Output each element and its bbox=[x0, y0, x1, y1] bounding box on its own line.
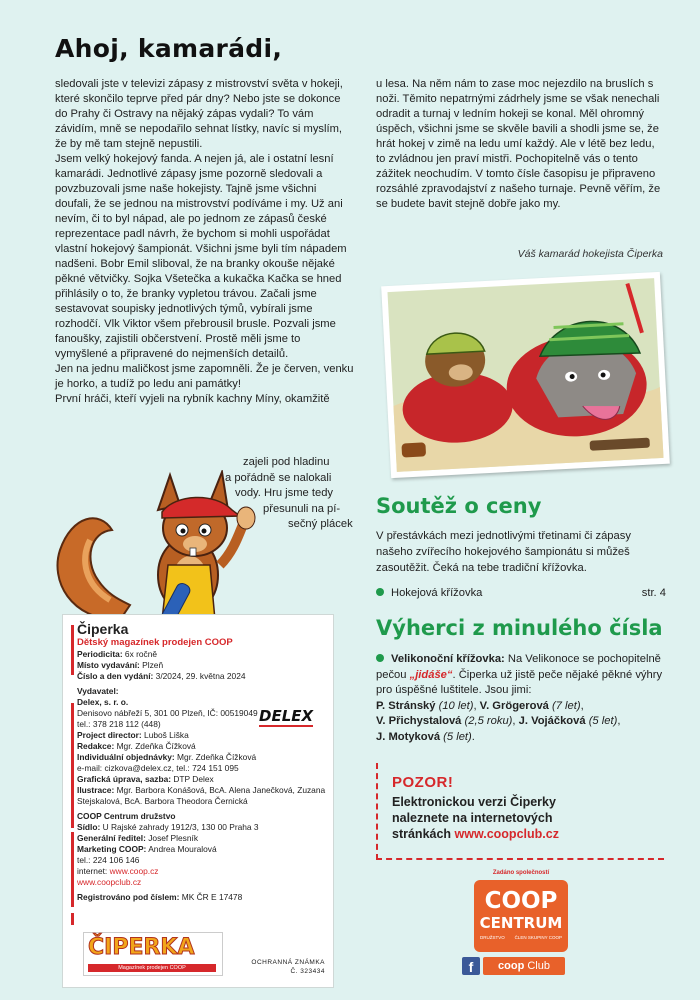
winners-text-part: Na Velikonoce se pochopitelně pečou bbox=[376, 653, 661, 681]
ciperka-logo-text: ČIPERKA bbox=[88, 935, 195, 960]
narrow-line: vody. Hru jsme tedy bbox=[235, 487, 334, 499]
coop-club-b: Club bbox=[527, 960, 550, 972]
notice-title: POZOR! bbox=[392, 774, 454, 791]
imprint-label: Periodicita: bbox=[77, 649, 123, 659]
trademark-line: OCHRANNÁ ZNÁMKA bbox=[251, 959, 325, 966]
imprint-value: 6x ročně bbox=[122, 649, 158, 659]
imprint-value: Delex, s. r. o. bbox=[77, 697, 129, 707]
coop-logo-text: COOP bbox=[484, 888, 558, 914]
imprint-label: Redakce: bbox=[77, 741, 115, 751]
imprint-value: Denisovo nábřeží 5, 301 00 Plzeň, IČ: 00519049 bbox=[77, 708, 258, 718]
winners-list: P. Stránský (10 let), V. Grögerová (7 let), V. Přichystalová (2,5 roku), J. Vojáčková (5 let), J. Motyková (5 let). bbox=[376, 699, 621, 743]
winner-age: (5 let) bbox=[588, 715, 618, 727]
imprint-value: U Rajské zahrady 1912/3, 130 00 Praha 3 bbox=[100, 822, 259, 832]
hockey-illustration bbox=[381, 272, 670, 478]
paragraph: u lesa. Na něm nám to zase moc nejezdilo na bruslích s noži. Těmito nepatrnými zádrhely jsme se však nenechali odradit a turnaj v ledním hokeji se konal. Měl ohromný úspěch, všichni jsme se skvěle bavili a shodli jsme se, že hrát hokej v zimě na ledu umí každý. Ale v létě bez ledu, to zvládnou jen praví mistři. Pochopitelně vás o tento zážitek neochudím. V tomto čísle časopisu je připraveno rozsáhlé zpravodajství z našeho turnaje. Pevně věřím, že se budete bavit stejně dobře jako my. bbox=[376, 78, 661, 210]
red-rule bbox=[71, 832, 74, 907]
coop-centrum-logo bbox=[474, 880, 568, 952]
narrow-line: přesunuli na pí- bbox=[263, 502, 341, 515]
bullet-icon bbox=[376, 588, 384, 596]
narrow-line: sečný plácek bbox=[288, 518, 353, 530]
imprint-label: COOP Centrum družstvo bbox=[77, 811, 176, 821]
winner-age: (5 let) bbox=[443, 730, 472, 743]
paragraph: Jsem velký hokejový fanda. A nejen já, ale i ostatní lesní kamarádi. Jednotlivé zápasy jsme pozorně sledovali a povzbuzovali jsme naše hokejisty. Tajně jsme všichni doufali, že se jednou na mistrovství podíváme i my. Už ani nevím, či to byl nápad, ale po jednom ze zápasů české reprezentace padl návrh, že bychom si mohli uspořádat vlastní hokejový šampionát. Všichni jsme byli tím nápadem nadšeni. Bobr Emil sliboval, že na branky okouše nějaké pěkné větvičky. Sojka Všetečka a kukačka Kačka se hned přihlásily o to, že branky vypletou trávou. Začali jsme sestavovat soupisky jednotlivých týmů, vybírali jsme rozhodčí. Vlk Viktor všem přebrousil brusle. Pozvali jsme fanoušky, zajistili občerstvení. Prostě měli jsme to vymyšlené a připravené do nejmenších detailů. bbox=[55, 153, 347, 360]
contest-item-label: Hokejová křížovka bbox=[391, 587, 483, 599]
imprint-value: Mgr. Zdeňka Čížková bbox=[114, 741, 196, 751]
imprint-value: 3/2024, 29. května 2024 bbox=[153, 671, 246, 681]
imprint-value: tel.: 378 218 112 (448) bbox=[77, 719, 161, 729]
winner-name: P. Stránský bbox=[376, 699, 436, 712]
imprint-label: Číslo a den vydání: bbox=[77, 671, 154, 681]
winner-name: V. Přichystalová bbox=[376, 715, 462, 727]
imprint-value: DTP Delex bbox=[171, 774, 214, 784]
paragraph: Jen na jednu maličkost jsme zapomněli. Že je červen, venku je horko, a tudíž po ledu ani památky! bbox=[55, 363, 354, 390]
imprint-link[interactable]: www.coop.cz bbox=[109, 866, 159, 876]
paragraph: První hráči, kteří vyjeli na rybník kachny Míny, okamžitě bbox=[55, 393, 330, 405]
trademark-line: Č. 323434 bbox=[290, 968, 325, 975]
narrow-line: zajeli pod hladinu bbox=[243, 456, 330, 468]
imprint-value: Plzeň bbox=[139, 660, 164, 670]
winners-heading: Výherci z minulého čísla bbox=[376, 616, 663, 640]
imprint-value: Andrea Mouralová bbox=[146, 844, 217, 854]
imprint-text bbox=[77, 615, 327, 903]
winner-age: (7 let) bbox=[552, 699, 581, 712]
contest-item bbox=[376, 585, 666, 601]
coop-logo-text: CENTRUM bbox=[479, 914, 563, 932]
coop-club-logo[interactable] bbox=[483, 957, 565, 975]
red-rule bbox=[71, 625, 74, 675]
coop-logo-small: ČLEN SKUPINY COOP bbox=[514, 935, 562, 940]
imprint-value: Mgr. Zdeňka Čížková bbox=[174, 752, 257, 762]
notice-line: Elektronickou verzi Čiperky bbox=[392, 795, 556, 809]
imprint-subtitle: Dětský magazínek prodejen COOP bbox=[77, 637, 233, 648]
trademark bbox=[251, 958, 325, 976]
winners-label: Velikonoční křížovka: bbox=[391, 653, 505, 665]
coop-label: Zadáno společností bbox=[492, 870, 550, 876]
imprint-label: Generální ředitel: bbox=[77, 833, 146, 843]
imprint-name: Čiperka bbox=[77, 621, 129, 637]
squirrel-illustration bbox=[50, 470, 260, 630]
notice-line: stránkách bbox=[392, 827, 455, 841]
imprint-value: e-mail: cizkova@delex.cz, tel.: 724 151 095 bbox=[77, 763, 239, 773]
imprint-label: Místo vydavání: bbox=[77, 660, 140, 670]
letter-left-column bbox=[55, 77, 355, 407]
ciperka-logo bbox=[83, 932, 223, 976]
facebook-icon[interactable]: f bbox=[462, 957, 480, 975]
imprint-label: Marketing COOP: bbox=[77, 844, 147, 854]
hockey-picture bbox=[381, 272, 670, 478]
winner-age: (2,5 roku) bbox=[464, 715, 513, 727]
notice-line: naleznete na internetových bbox=[392, 811, 553, 825]
imprint-link[interactable]: www.coopclub.cz bbox=[77, 877, 142, 887]
ciperka-logo-sub: Magazínek prodejen COOP bbox=[88, 964, 216, 972]
imprint-value: MK ČR E 17478 bbox=[179, 892, 243, 902]
winner-name: J. Motyková bbox=[376, 730, 441, 743]
notice-url[interactable]: www.coopclub.cz bbox=[454, 827, 559, 841]
delex-logo-text: DELEX bbox=[259, 707, 314, 725]
imprint-label: Ilustrace: bbox=[77, 785, 115, 795]
red-rule bbox=[71, 913, 74, 925]
red-rule bbox=[71, 703, 74, 828]
imprint-value: tel.: 224 106 146 bbox=[77, 855, 140, 865]
winner-name: V. Grögerová bbox=[479, 699, 549, 712]
notice-text bbox=[392, 794, 559, 842]
imprint-panel bbox=[62, 614, 334, 988]
bullet-icon bbox=[376, 654, 384, 662]
delex-logo bbox=[259, 707, 313, 725]
signature: Váš kamarád hokejista Čiperka bbox=[517, 248, 663, 260]
contest-heading: Soutěž o ceny bbox=[376, 494, 542, 518]
letter-right-column bbox=[376, 77, 663, 212]
paragraph: sledovali jste v televizi zápasy z mistrovství světa v hokeji, které skončilo teprve před pár dny? Nebo jste se dokonce do Prahy či Ostravy na nějaký zápas vydali? To vám závidím, mně se nepodařilo sehnat lístky, navíc si myslím, že by mě tam stejně nepustili. bbox=[55, 78, 343, 150]
contest-page: str. 4 bbox=[641, 587, 666, 599]
page-title: Ahoj, kamarádi, bbox=[55, 34, 283, 63]
jidase-word: „jidáše“ bbox=[409, 668, 453, 681]
imprint-label: Sídlo: bbox=[77, 822, 101, 832]
imprint-value: Mgr. Barbora Konášová, BcA. Alena Janečková, Zuzana Stejskalová, BcA. Barbora Theodora Černická bbox=[77, 785, 326, 806]
imprint-label: Registrováno pod číslem: bbox=[77, 892, 180, 902]
imprint-label: Grafická úprava, sazba: bbox=[77, 774, 172, 784]
imprint-label: Project director: bbox=[77, 730, 142, 740]
imprint-value: Josef Plesník bbox=[145, 833, 199, 843]
imprint-value: Luboš Liška bbox=[141, 730, 189, 740]
narrow-line: a pořádně se nalokali bbox=[225, 471, 332, 484]
coop-club-a: coop bbox=[498, 960, 525, 972]
winner-age: (10 let) bbox=[438, 699, 474, 712]
winners-text-part: . Čiperka už jistě peče nějaké pěkné výhry pro úspěšné luštitele. Jsou jimi: bbox=[376, 668, 663, 696]
imprint-label: Individuální objednávky: bbox=[77, 752, 175, 762]
winner-name: J. Vojáčková bbox=[518, 715, 586, 727]
winners-text bbox=[376, 652, 664, 745]
contest-text: V přestávkách mezi jednotlivými třetinami či zápasy našeho zvířecího hokejového šampionátu si můžeš zasoutěžit. Čeká na tebe tradiční křížovka. bbox=[376, 530, 631, 574]
imprint-label: internet: bbox=[77, 866, 110, 876]
imprint-label: Vydavatel: bbox=[77, 686, 119, 696]
coop-logo-small: DRUŽSTVO bbox=[480, 935, 505, 940]
